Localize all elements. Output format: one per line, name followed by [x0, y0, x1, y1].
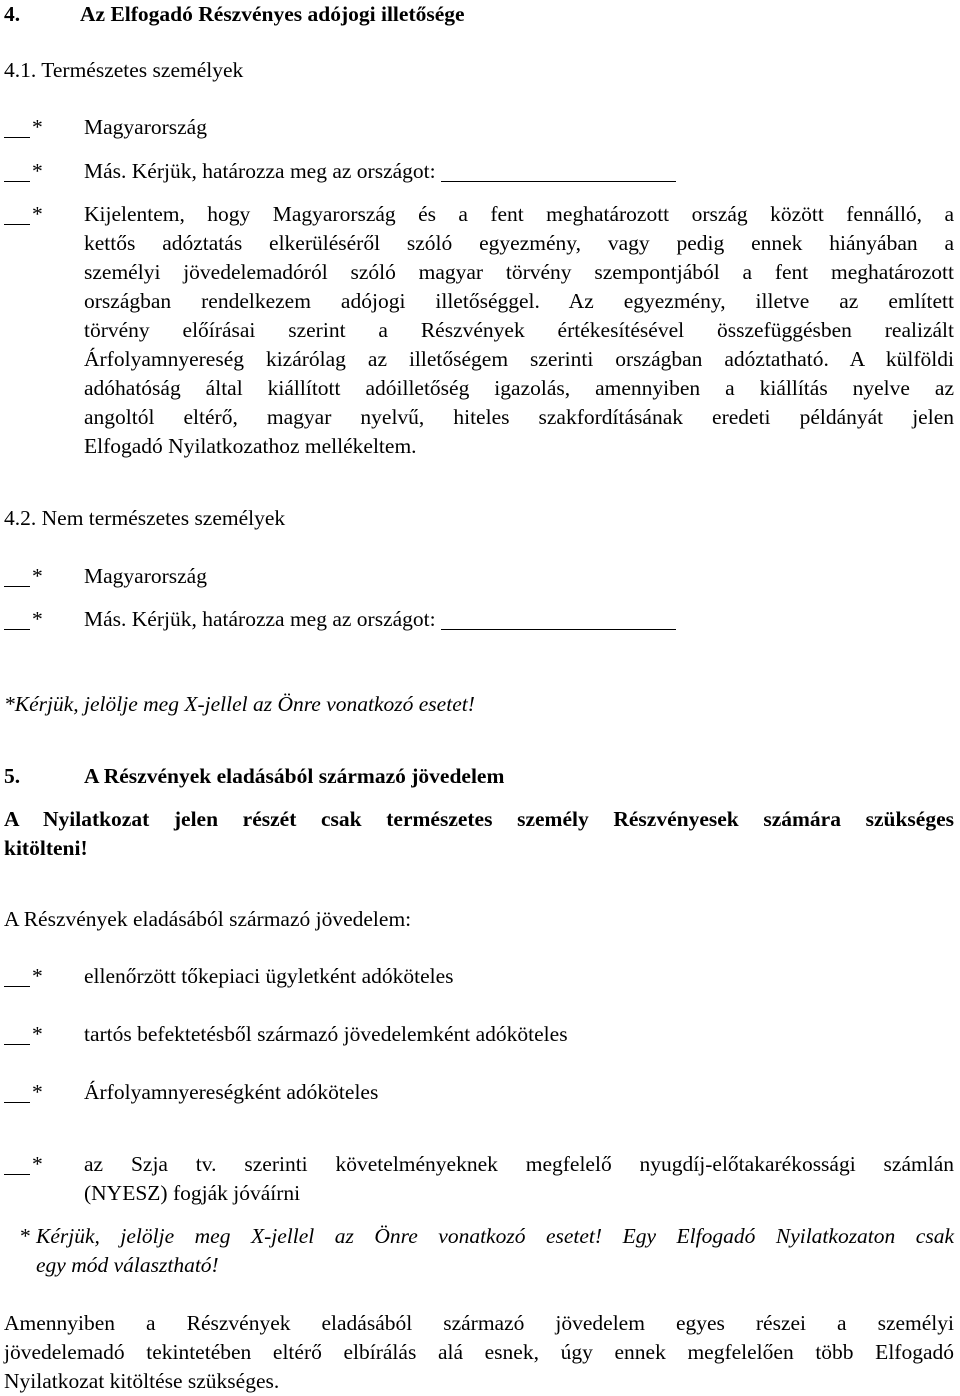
checkbox-blank[interactable]: [4, 1082, 30, 1103]
section-4-number: 4.: [4, 2, 21, 26]
checkbox-blank[interactable]: [4, 161, 30, 182]
declaration-paragraph: Kijelentem, hogy Magyarország és a fent meghatározott ország között fennálló, a kettős adóztatás elkerüléséről szóló egyezmény, vagy pedig ennek hiányában a személyi jövedelemadóról szóló magyar törvény szempontjából a fent meghatározott országban rendelkezem adójogi illetőséggel. Az egyezmény, illetve az említett törvény előírásai szerint a Részvények értékesítésével összefüggésben realizált Árfolyamnyereség kizárólag az illetőségem szerinti országban adóztatható. A külföldi adóhatóság által kiállított adóilletőség igazolás, amennyiben a kiállítás nyelve az angoltól eltérő, magyar nyelvű, hiteles szakfordításának eredeti példányát jelen Elfogadó Nyilatkozathoz mellékeltem.: [84, 202, 954, 458]
checkbox-blank[interactable]: [4, 1024, 30, 1045]
section-5-note-star: *: [20, 1224, 31, 1248]
section-5-note: Kérjük, jelölje meg X-jellel az Önre vonatkozó esetet! Egy Elfogadó Nyilatkozaton csak egy mód választható!: [36, 1224, 954, 1277]
option-label: Más. Kérjük, határozza meg az országot:: [84, 605, 676, 634]
option-other-country-legal[interactable]: * Más. Kérjük, határozza meg az országot:: [4, 605, 44, 634]
country-input-line[interactable]: [441, 609, 676, 630]
option-label: Magyarország: [84, 115, 207, 139]
checkbox-blank[interactable]: [4, 609, 30, 630]
checkbox-blank[interactable]: [4, 204, 30, 225]
section-4-note: *Kérjük, jelölje meg X-jellel az Önre vonatkozó esetet!: [4, 692, 475, 716]
checkbox-blank[interactable]: [4, 966, 30, 987]
option-long-term-investment[interactable]: * tartós befektetésből származó jövedelemként adóköteles: [4, 1020, 44, 1049]
subsection-4-2-title: 4.2. Nem természetes személyek: [4, 506, 286, 530]
option-controlled-capital-market[interactable]: * ellenőrzött tőkepiaci ügyletként adóköteles: [4, 962, 44, 991]
option-other-country-natural[interactable]: * Más. Kérjük, határozza meg az országot:: [4, 157, 44, 186]
checkbox-blank[interactable]: [4, 117, 30, 138]
option-nyesz-label: az Szja tv. szerinti követelményeknek megfelelő nyugdíj-előtakarékossági számlán (NYESZ) fogják jóváírni: [84, 1152, 954, 1205]
checkbox-blank[interactable]: [4, 566, 30, 587]
option-declaration[interactable]: *: [4, 200, 44, 229]
option-nyesz[interactable]: *: [4, 1150, 44, 1179]
subsection-4-1-title: 4.1. Természetes személyek: [4, 58, 244, 82]
country-input-line[interactable]: [441, 161, 676, 182]
section-5-notice: A Nyilatkozat jelen részét csak természetes személy Részvényesek számára szükséges kitölteni!: [4, 807, 954, 860]
option-label: ellenőrzött tőkepiaci ügyletként adóköteles: [84, 964, 454, 988]
section-5-number: 5.: [4, 764, 21, 788]
section-4-title: Az Elfogadó Részvényes adójogi illetősége: [80, 2, 465, 26]
checkbox-blank[interactable]: [4, 1154, 30, 1175]
option-hungary-legal[interactable]: * Magyarország: [4, 562, 44, 591]
option-label: tartós befektetésből származó jövedelemként adóköteles: [84, 1022, 568, 1046]
option-label: Más. Kérjük, határozza meg az országot:: [84, 157, 676, 186]
option-hungary-natural[interactable]: * Magyarország: [4, 113, 44, 142]
option-exchange-gain[interactable]: * Árfolyamnyereségként adóköteles: [4, 1078, 44, 1107]
section-5-title: A Részvények eladásából származó jövedelem: [84, 764, 505, 788]
section-5-intro: A Részvények eladásából származó jövedelem:: [4, 907, 412, 931]
closing-paragraph: Amennyiben a Részvények eladásából származó jövedelem egyes részei a személyi jövedelemadó tekintetében eltérő elbírálás alá esnek, úgy ennek megfelelően több Elfogadó Nyilatkozat kitöltése szükséges.: [4, 1311, 954, 1393]
option-label: Magyarország: [84, 564, 207, 588]
option-label: Árfolyamnyereségként adóköteles: [84, 1080, 379, 1104]
